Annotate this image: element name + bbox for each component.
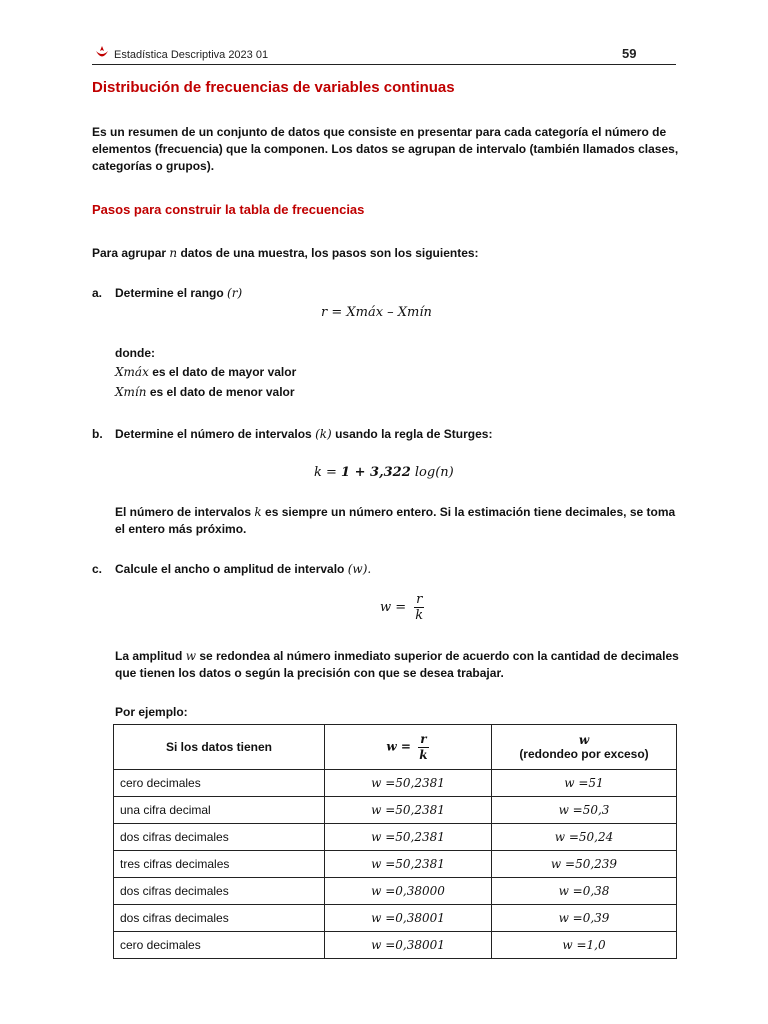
header-data-decimals: Si los datos tienen bbox=[114, 725, 325, 770]
example-label: Por ejemplo: bbox=[115, 705, 188, 719]
fraction-denominator: k bbox=[415, 608, 424, 623]
table-row: una cifra decimal w =50,2381 w =50,3 bbox=[114, 797, 677, 824]
donde-label: donde: bbox=[115, 346, 155, 360]
rounding-examples-table bbox=[113, 724, 677, 959]
page-number: 59 bbox=[622, 46, 637, 61]
subsection-title: Pasos para construir la tabla de frecuencias bbox=[92, 202, 365, 217]
section-title: Distribución de frecuencias de variables continuas bbox=[92, 79, 455, 96]
intro-paragraph: Es un resumen de un conjunto de datos que consiste en presentar para cada categoría el número de elementos (frecuencia) que la componen. Los datos se agrupan de intervalo (también llamados clases, categorías o grupos). bbox=[92, 125, 679, 173]
header-w-formula: w = $\frac{r}{k}$ bbox=[325, 725, 492, 770]
xmax-definition: Xmáx es el dato de mayor valor bbox=[115, 365, 297, 379]
range-formula: r = Xmáx – Xmín bbox=[321, 305, 432, 320]
table-row: dos cifras decimales w =0,38000 w =0,38 bbox=[114, 878, 677, 905]
table-row: tres cifras decimales w =50,2381 w =50,239 bbox=[114, 851, 677, 878]
fraction-numerator: r bbox=[416, 592, 423, 607]
table-header-row bbox=[114, 725, 677, 770]
university-logo-icon bbox=[94, 46, 110, 60]
step-b-label: b. bbox=[92, 427, 103, 441]
step-c-heading: Calcule el ancho o amplitud de intervalo (w). bbox=[115, 562, 372, 576]
header-w-rounded: w (redondeo por exceso) bbox=[492, 725, 677, 770]
step-c-label: c. bbox=[92, 562, 103, 576]
step-c-note: La amplitud w se redondea al número inmediato superior de acuerdo con la cantidad de decimales que tienen los datos o según la precisión con que se desea trabajar. bbox=[115, 649, 679, 680]
table-row: dos cifras decimales w =0,38001 w =0,39 bbox=[114, 905, 677, 932]
step-b-note: El número de intervalos k es siempre un número entero. Si la estimación tiene decimales, se toma el entero más próximo. bbox=[115, 505, 676, 536]
amplitude-formula: w = $\frac{r}{k}$ bbox=[380, 592, 424, 623]
table-row: cero decimales w =50,2381 w =51 bbox=[114, 770, 677, 797]
step-b-heading: Determine el número de intervalos (k) usando la regla de Sturges: bbox=[115, 427, 493, 441]
steps-intro: Para agrupar n datos de una muestra, los pasos son los siguientes: bbox=[92, 246, 479, 260]
step-a-label: a. bbox=[92, 286, 103, 300]
table-row: dos cifras decimales w =50,2381 w =50,24 bbox=[114, 824, 677, 851]
step-a-heading: Determine el rango (r) bbox=[115, 286, 243, 300]
sturges-formula: k = 1 + 3,322 log(n) bbox=[314, 465, 454, 480]
document-title: Estadística Descriptiva 2023 01 bbox=[114, 49, 269, 61]
table-row: cero decimales w =0,38001 w =1,0 bbox=[114, 932, 677, 959]
xmin-definition: Xmín es el dato de menor valor bbox=[115, 385, 295, 399]
